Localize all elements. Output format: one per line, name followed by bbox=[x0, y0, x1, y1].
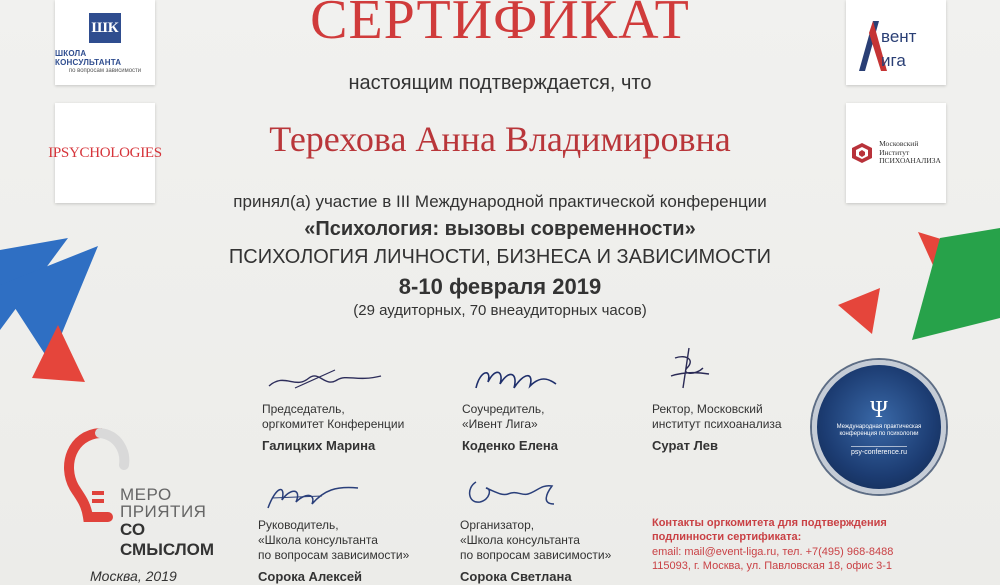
signatory-galitskikh bbox=[262, 402, 404, 454]
mip-line3: ПСИХОАНАЛИЗА bbox=[879, 156, 941, 166]
organizing-committee-contacts bbox=[652, 516, 893, 573]
signatory-kodenko bbox=[462, 402, 558, 454]
signatory-name: Галицких Марина bbox=[262, 438, 376, 453]
signatory-name: Коденко Елена bbox=[462, 438, 558, 453]
signature-soroka-s-icon bbox=[462, 474, 562, 512]
signature-soroka-a-icon bbox=[262, 478, 362, 514]
signatory-role: Соучредитель, bbox=[462, 402, 545, 416]
signature-galitskikh-icon bbox=[265, 366, 385, 394]
school-sub: по вопросам зависимости bbox=[68, 68, 142, 74]
signatory-soroka-a bbox=[258, 518, 409, 585]
signatory-role: Председатель, bbox=[262, 402, 345, 416]
signatory-soroka-s bbox=[460, 518, 611, 585]
conference-title: «Психология: вызовы современности» bbox=[304, 218, 696, 240]
signatory-role: «Школа консультанта bbox=[460, 533, 580, 547]
signatory-name: Сорока Алексей bbox=[258, 569, 363, 584]
contacts-email-phone: email: mail@event-liga.ru, тел. +7(495) 968-8488 bbox=[652, 545, 894, 558]
contacts-address: 115093, г. Москва, ул. Павловская 18, офис 3-1 bbox=[652, 559, 893, 572]
signatory-role: «Школа консультанта bbox=[258, 533, 378, 547]
signatory-role: по вопросам зависимости» bbox=[460, 548, 612, 562]
signatory-role: «Ивент Лига» bbox=[462, 417, 538, 431]
signatory-name: Сорока Светлана bbox=[460, 569, 572, 584]
event-liga-word2: ига bbox=[881, 50, 906, 70]
meropriyatiya-logo bbox=[60, 425, 240, 559]
conference-subtitle: ПСИХОЛОГИЯ ЛИЧНОСТИ, БИЗНЕСА И ЗАВИСИМОСТИ bbox=[228, 246, 772, 268]
mero-line3: СО СМЫСЛОМ bbox=[120, 520, 215, 559]
school-emblem: ШК bbox=[89, 13, 121, 43]
contacts-heading: Контакты оргкомитета для подтверждения bbox=[652, 517, 887, 529]
signatory-name: Сурат Лев bbox=[652, 438, 718, 453]
certificate-intro: настоящим подтверждается, что bbox=[348, 72, 652, 94]
contacts-heading: подлинности сертификата: bbox=[652, 531, 802, 544]
mip-line1: Московский bbox=[879, 139, 919, 149]
event-liga-word1: вент bbox=[881, 26, 917, 46]
mip-line2: Институт bbox=[879, 147, 910, 157]
seal-url: psy-conference.ru bbox=[851, 446, 907, 456]
certificate-title: СЕРТИФИКАТ bbox=[310, 0, 690, 51]
signatory-role: по вопросам зависимости» bbox=[258, 548, 410, 562]
recipient-name: Терехова Анна Владимировна bbox=[269, 119, 731, 159]
city-year: Москва, 2019 bbox=[90, 568, 177, 584]
signatory-role: Руководитель, bbox=[258, 518, 339, 532]
conference-seal bbox=[812, 360, 946, 494]
signatory-role: оргкомитет Конференции bbox=[262, 417, 405, 431]
psychologies-text: IPSYCHOLOGIES bbox=[48, 144, 162, 161]
participation-text: принял(а) участие в III Международной практической конференции bbox=[233, 192, 767, 211]
conference-dates: 8-10 февраля 2019 bbox=[398, 274, 602, 299]
conference-hours: (29 аудиторных, 70 внеаудиторных часов) bbox=[353, 302, 647, 319]
mero-line1: МЕРО bbox=[120, 485, 172, 504]
school-name: ШКОЛА КОНСУЛЬТАНТА bbox=[55, 49, 122, 67]
signature-kodenko-icon bbox=[470, 358, 560, 398]
psi-icon: Ψ bbox=[870, 396, 888, 423]
mero-line2: ПРИЯТИЯ bbox=[120, 502, 207, 521]
signatory-surat bbox=[652, 402, 782, 454]
signatory-role: Организатор, bbox=[460, 518, 535, 532]
seal-text: Международная практическая конференция по психологии bbox=[836, 423, 922, 437]
signature-surat-icon bbox=[665, 346, 715, 392]
signatory-role: институт психоанализа bbox=[652, 417, 782, 431]
signatory-role: Ректор, Московский bbox=[652, 402, 763, 416]
